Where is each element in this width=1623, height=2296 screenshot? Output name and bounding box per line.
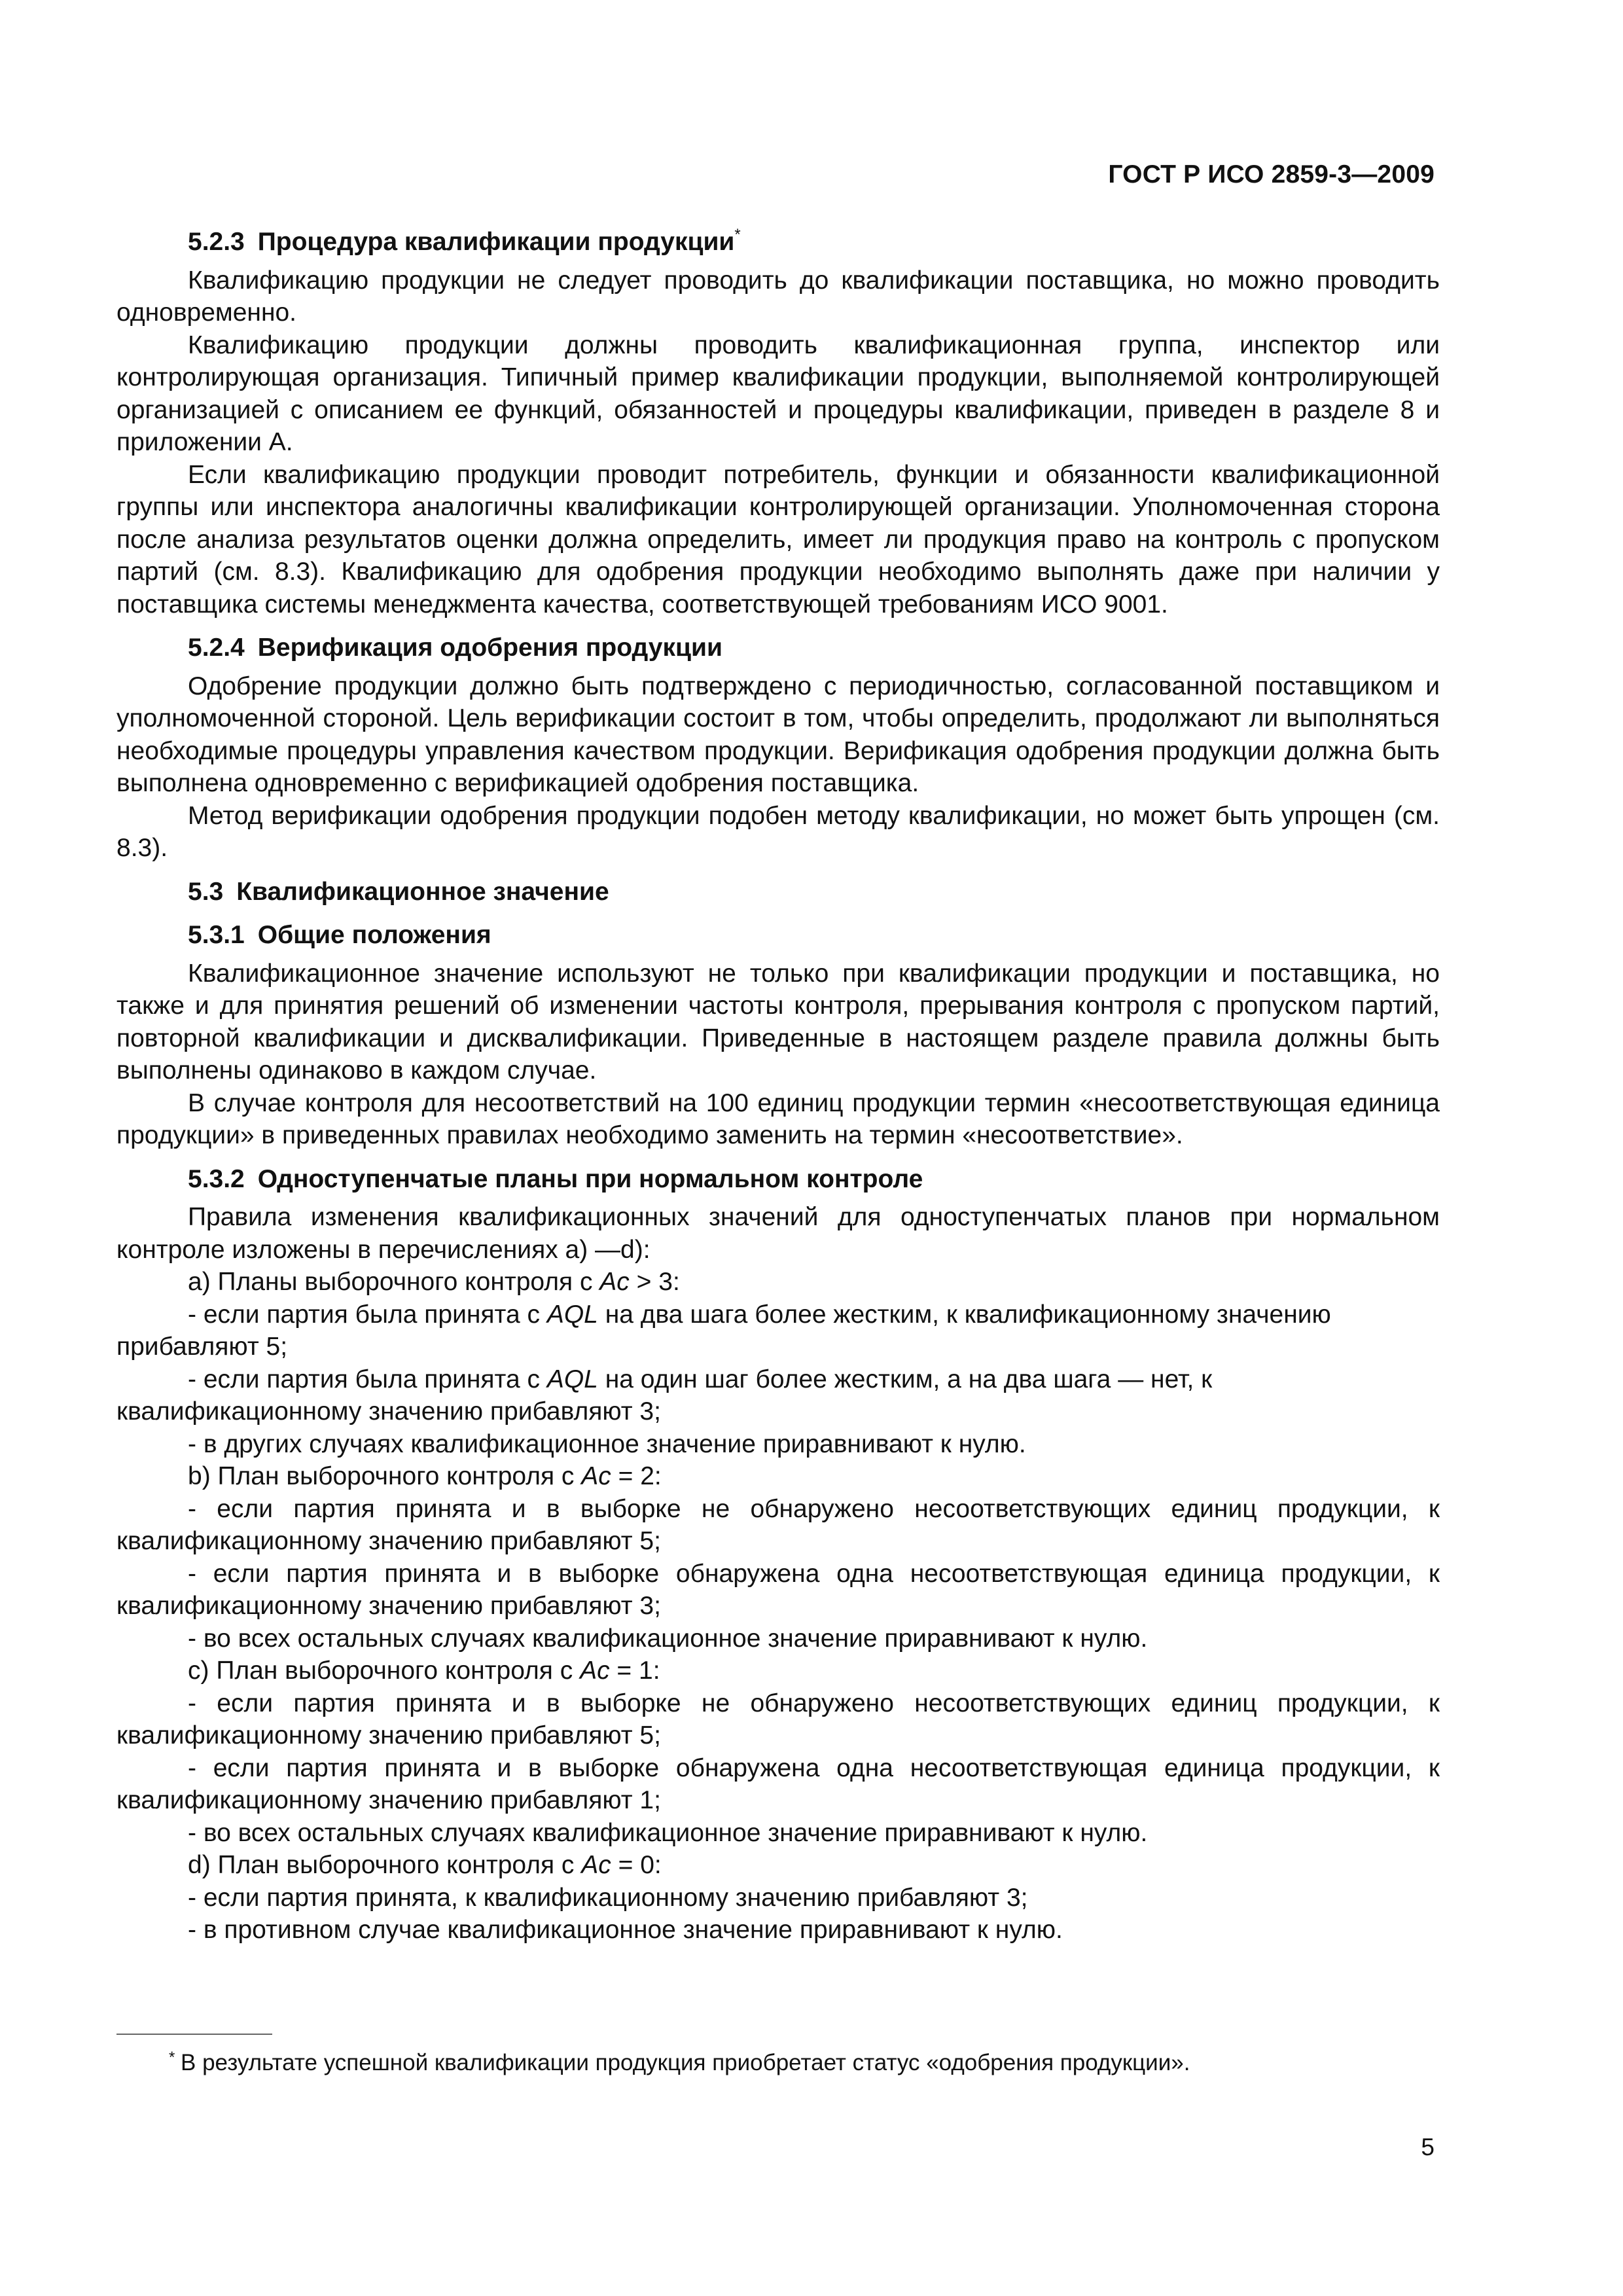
document-body [116, 226, 1440, 1946]
body-paragraph: - если партия принята и в выборке обнаружена одна несоответствующая единица продукции, к квалификационному значению прибавляют 1; [116, 1753, 1440, 1814]
footnote-text: В результате успешной квалификации продукция приобретает статус «одобрения продукции». [181, 2050, 1190, 2075]
section-title: Одноступенчатые планы при нормальном контроле [257, 1164, 923, 1193]
paragraph-text: = 0: [611, 1851, 662, 1879]
section-number: 5.3.1 [188, 921, 245, 949]
body-paragraph: - если партия принята и в выборке обнаружена одна несоответствующая единица продукции, к квалификационному значению прибавляют 3; [116, 1559, 1440, 1620]
body-paragraph: Метод верификации одобрения продукции подобен методу квалификации, но может быть упрощен (см. 8.3). [116, 801, 1440, 862]
body-paragraph: Одобрение продукции должно быть подтверждено с периодичностью, согласованной поставщиком и уполномоченной стороной. Цель верификации состоит в том, чтобы определить, продолжают ли выполняться необходимые процедуры управления качеством продукции. Верификация одобрения продукции должна быть выполнена одновременно с верификацией одобрения поставщика. [116, 672, 1440, 797]
footnote [169, 2049, 1190, 2077]
section-number: 5.2.3 [188, 228, 245, 256]
paragraph-text: = 1: [609, 1657, 660, 1685]
paragraph-text: d) План выборочного контроля с [188, 1851, 582, 1879]
section-number: 5.3 [188, 877, 224, 906]
body-paragraph [116, 1363, 1440, 1428]
body-paragraph [116, 1266, 1440, 1299]
variable-term: Ac [581, 1462, 611, 1490]
paragraph-text: - если партия была принята с [188, 1365, 547, 1393]
paragraph-text: b) План выборочного контроля с [188, 1462, 582, 1490]
variable-term: AQL [546, 1300, 598, 1329]
paragraph-text: > 3: [629, 1268, 680, 1296]
body-paragraph: - если партия принята, к квалификационному значению прибавляют 3; [188, 1883, 1028, 1912]
document-identifier: ГОСТ Р ИСО 2859-3—2009 [1108, 160, 1435, 188]
section-number: 5.2.4 [188, 634, 245, 662]
body-paragraph: - в других случаях квалификационное значение приравнивают к нулю. [188, 1429, 1026, 1458]
section-heading [116, 919, 1440, 952]
body-paragraph: - во всех остальных случаях квалификационное значение приравнивают к нулю. [188, 1624, 1148, 1653]
body-paragraph: Квалификационное значение используют не только при квалификации продукции и поставщика, но также и для принятия решений об изменении частоты контроля, прерывания контроля с пропуском партий, повторной квалификации и дисквалификации. Приведенные в настоящем разделе правила должны быть выполнены одинаково в каждом случае. [116, 959, 1440, 1085]
variable-term: Ac [581, 1851, 611, 1879]
page-number: 5 [1421, 2134, 1435, 2161]
body-paragraph [116, 1849, 1440, 1882]
footnote-reference: * [734, 226, 741, 243]
footnote-divider [116, 2034, 272, 2035]
section-title: Общие положения [257, 921, 491, 949]
body-paragraph: - во всех остальных случаях квалификационное значение приравнивают к нулю. [188, 1818, 1148, 1847]
section-heading [116, 876, 1440, 908]
paragraph-text: на один шаг более жестким, а на два шага — нет, к квалификационному значению прибавляют 3; [116, 1365, 1213, 1426]
variable-term: AQL [546, 1365, 598, 1393]
paragraph-text: - если партия была принята с [188, 1300, 547, 1329]
body-paragraph: Квалификацию продукции должны проводить квалификационная группа, инспектор или контролирующая организация. Типичный пример квалификации продукции, выполняемой контролирующей организацией с описанием ее функций, обязанностей и процедуры квалификации, приведен в разделе 8 и приложении А. [116, 331, 1440, 456]
body-paragraph [116, 1460, 1440, 1493]
body-paragraph: - если партия принята и в выборке не обнаружено несоответствующих единиц продукции, к квалификационному значению прибавляют 5; [116, 1494, 1440, 1555]
section-title: Квалификационное значение [236, 877, 609, 906]
section-title: Верификация одобрения продукции [257, 634, 722, 662]
body-paragraph: В случае контроля для несоответствий на 100 единиц продукции термин «несоответствующая единица продукции» в приведенных правилах необходимо заменить на термин «несоответствие». [116, 1088, 1440, 1149]
body-paragraph: - если партия принята и в выборке не обнаружено несоответствующих единиц продукции, к квалификационному значению прибавляют 5; [116, 1689, 1440, 1749]
body-paragraph [116, 1299, 1440, 1363]
body-paragraph: Квалификацию продукции не следует проводить до квалификации поставщика, но можно проводить одновременно. [116, 266, 1440, 327]
body-paragraph: Правила изменения квалификационных значений для одноступенчатых планов при нормальном контроле изложены в перечислениях а) —d): [116, 1203, 1440, 1264]
section-heading [116, 632, 1440, 664]
body-paragraph [116, 1655, 1440, 1687]
section-number: 5.3.2 [188, 1164, 245, 1193]
paragraph-text: на два шага более жестким, к квалификационному значению прибавляют 5; [116, 1300, 1331, 1361]
paragraph-text: = 2: [611, 1462, 662, 1490]
section-heading [116, 226, 1440, 259]
paragraph-text: а) Планы выборочного контроля с [188, 1268, 600, 1296]
variable-term: Ac [580, 1657, 610, 1685]
footnote-mark: * [169, 2049, 175, 2066]
body-paragraph: - в противном случае квалификационное значение приравнивают к нулю. [188, 1916, 1063, 1944]
section-heading [116, 1163, 1440, 1196]
section-title: Процедура квалификации продукции [257, 228, 735, 256]
paragraph-text: с) План выборочного контроля с [188, 1657, 580, 1685]
variable-term: Ac [599, 1268, 630, 1296]
body-paragraph: Если квалификацию продукции проводит потребитель, функции и обязанности квалификационной группы или инспектора аналогичны квалификации контролирующей организации. Уполномоченная сторона после анализа результатов оценки должна определить, имеет ли продукция право на контроль с пропуском партий (см. 8.3). Квалификацию для одобрения продукции необходимо выполнять даже при наличии у поставщика системы менеджмента качества, соответствующей требованиям ИСО 9001. [116, 460, 1440, 619]
